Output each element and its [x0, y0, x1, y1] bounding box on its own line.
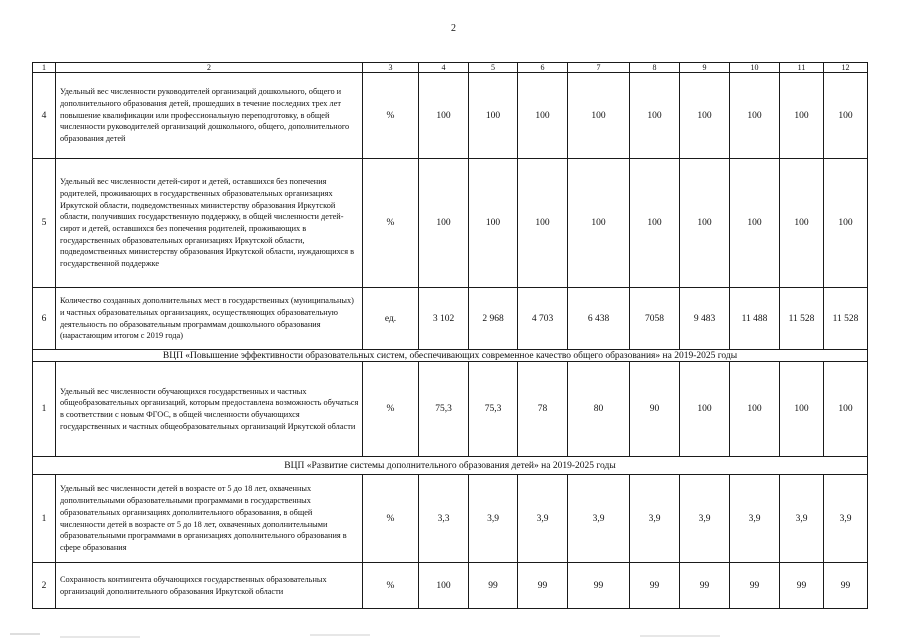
table-row: [33, 475, 868, 563]
value-cell: 99: [680, 563, 730, 609]
value-cell: 6 438: [568, 288, 630, 350]
header-cell: 4: [419, 63, 469, 73]
value-cell: 100: [824, 73, 868, 159]
indicator-description: Удельный вес численности детей в возрасте от 5 до 18 лет, охваченных дополнительными образовательными программами в государственных образовательных организациях дополнительного образования, в общей численности детей в возрасте от 5 до 18 лет, охваченных дополнительными образовательными программами в организациях дополнительного образования в сфере образования: [56, 475, 363, 563]
header-cell: 1: [33, 63, 56, 73]
table-row: [33, 563, 868, 609]
section-title: ВЦП «Развитие системы дополнительного образования детей» на 2019-2025 годы: [33, 457, 868, 475]
value-cell: 3,9: [680, 475, 730, 563]
unit-cell: %: [363, 73, 419, 159]
unit-cell: %: [363, 563, 419, 609]
value-cell: 3,9: [780, 475, 824, 563]
table-body: [33, 63, 868, 609]
table-row: [33, 73, 868, 159]
indicator-description: Удельный вес численности детей-сирот и детей, оставшихся без попечения родителей, проживающих в государственных образовательных организациях Иркутской области, подведомственных министерству образования Иркутской области, получивших государственную поддержку, в общей численности детей-сирот и детей, оставшихся без попечения родителей, проживающих в государственных образовательных организациях Иркутской области, подведомственных министерству образования Иркутской области, нуждающихся в государственной поддержке: [56, 159, 363, 288]
value-cell: 11 528: [824, 288, 868, 350]
value-cell: 100: [469, 159, 518, 288]
table-row: [33, 159, 868, 288]
header-cell: 9: [680, 63, 730, 73]
value-cell: 100: [730, 159, 780, 288]
value-cell: 100: [780, 362, 824, 457]
value-cell: 3,9: [469, 475, 518, 563]
header-cell: 3: [363, 63, 419, 73]
value-cell: 100: [419, 159, 469, 288]
value-cell: 3,9: [630, 475, 680, 563]
value-cell: 100: [780, 159, 824, 288]
value-cell: 75,3: [419, 362, 469, 457]
row-number: 1: [33, 362, 56, 457]
value-cell: 100: [469, 73, 518, 159]
page-number: 2: [451, 23, 456, 34]
header-cell: 10: [730, 63, 780, 73]
unit-cell: %: [363, 475, 419, 563]
value-cell: 3,3: [419, 475, 469, 563]
value-cell: 99: [780, 563, 824, 609]
value-cell: 100: [824, 362, 868, 457]
value-cell: 80: [568, 362, 630, 457]
value-cell: 4 703: [518, 288, 568, 350]
value-cell: 11 528: [780, 288, 824, 350]
value-cell: 3 102: [419, 288, 469, 350]
row-number: 4: [33, 73, 56, 159]
value-cell: 2 968: [469, 288, 518, 350]
value-cell: 99: [518, 563, 568, 609]
row-number: 6: [33, 288, 56, 350]
value-cell: 100: [680, 159, 730, 288]
row-number: 5: [33, 159, 56, 288]
indicator-description: Количество созданных дополнительных мест в государственных (муниципальных) и частных образовательных организациях, осуществляющих образовательную деятельность по образовательным программам дошкольного образования (нарастающим итогом с 2019 года): [56, 288, 363, 350]
value-cell: 100: [419, 563, 469, 609]
header-cell: 5: [469, 63, 518, 73]
unit-cell: %: [363, 362, 419, 457]
indicators-table: [32, 62, 868, 609]
header-cell: 7: [568, 63, 630, 73]
header-cell: 2: [56, 63, 363, 73]
section-title: ВЦП «Повышение эффективности образовательных систем, обеспечивающих современное качество общего образования» на 2019-2025 годы: [33, 350, 868, 362]
value-cell: 3,9: [824, 475, 868, 563]
value-cell: 99: [824, 563, 868, 609]
value-cell: 75,3: [469, 362, 518, 457]
unit-cell: %: [363, 159, 419, 288]
header-cell: 11: [780, 63, 824, 73]
value-cell: 100: [680, 362, 730, 457]
value-cell: 100: [824, 159, 868, 288]
value-cell: 100: [518, 159, 568, 288]
value-cell: 100: [630, 159, 680, 288]
value-cell: 90: [630, 362, 680, 457]
value-cell: 3,9: [730, 475, 780, 563]
indicator-description: Удельный вес численности обучающихся государственных и частных общеобразовательных организаций, которым предоставлена возможность обучаться в соответствии с новым ФГОС, в общей численности обучающихся государственных и частных общеобразовательных организаций Иркутской области: [56, 362, 363, 457]
value-cell: 99: [630, 563, 680, 609]
value-cell: 3,9: [568, 475, 630, 563]
value-cell: 9 483: [680, 288, 730, 350]
value-cell: 100: [630, 73, 680, 159]
indicator-description: Сохранность контингента обучающихся государственных образовательных организаций дополнительного образования Иркутской области: [56, 563, 363, 609]
value-cell: 7058: [630, 288, 680, 350]
table-row: [33, 362, 868, 457]
value-cell: 100: [780, 73, 824, 159]
row-number: 2: [33, 563, 56, 609]
value-cell: 100: [730, 73, 780, 159]
unit-cell: ед.: [363, 288, 419, 350]
value-cell: 99: [568, 563, 630, 609]
section-heading-row: [33, 457, 868, 475]
header-cell: 8: [630, 63, 680, 73]
value-cell: 100: [730, 362, 780, 457]
row-number: 1: [33, 475, 56, 563]
value-cell: 11 488: [730, 288, 780, 350]
value-cell: 100: [568, 73, 630, 159]
value-cell: 100: [680, 73, 730, 159]
value-cell: 100: [568, 159, 630, 288]
section-heading-row: [33, 350, 868, 362]
value-cell: 99: [469, 563, 518, 609]
header-cell: 12: [824, 63, 868, 73]
value-cell: 100: [518, 73, 568, 159]
table-row: [33, 288, 868, 350]
header-cell: 6: [518, 63, 568, 73]
header-row: [33, 63, 868, 73]
indicator-description: Удельный вес численности руководителей организаций дошкольного, общего и дополнительного образования детей, прошедших в течение последних трех лет повышение квалификации или профессиональную переподготовку, в общей численности руководителей организаций дошкольного, общего, дополнительного образования детей: [56, 73, 363, 159]
value-cell: 78: [518, 362, 568, 457]
value-cell: 99: [730, 563, 780, 609]
value-cell: 3,9: [518, 475, 568, 563]
value-cell: 100: [419, 73, 469, 159]
